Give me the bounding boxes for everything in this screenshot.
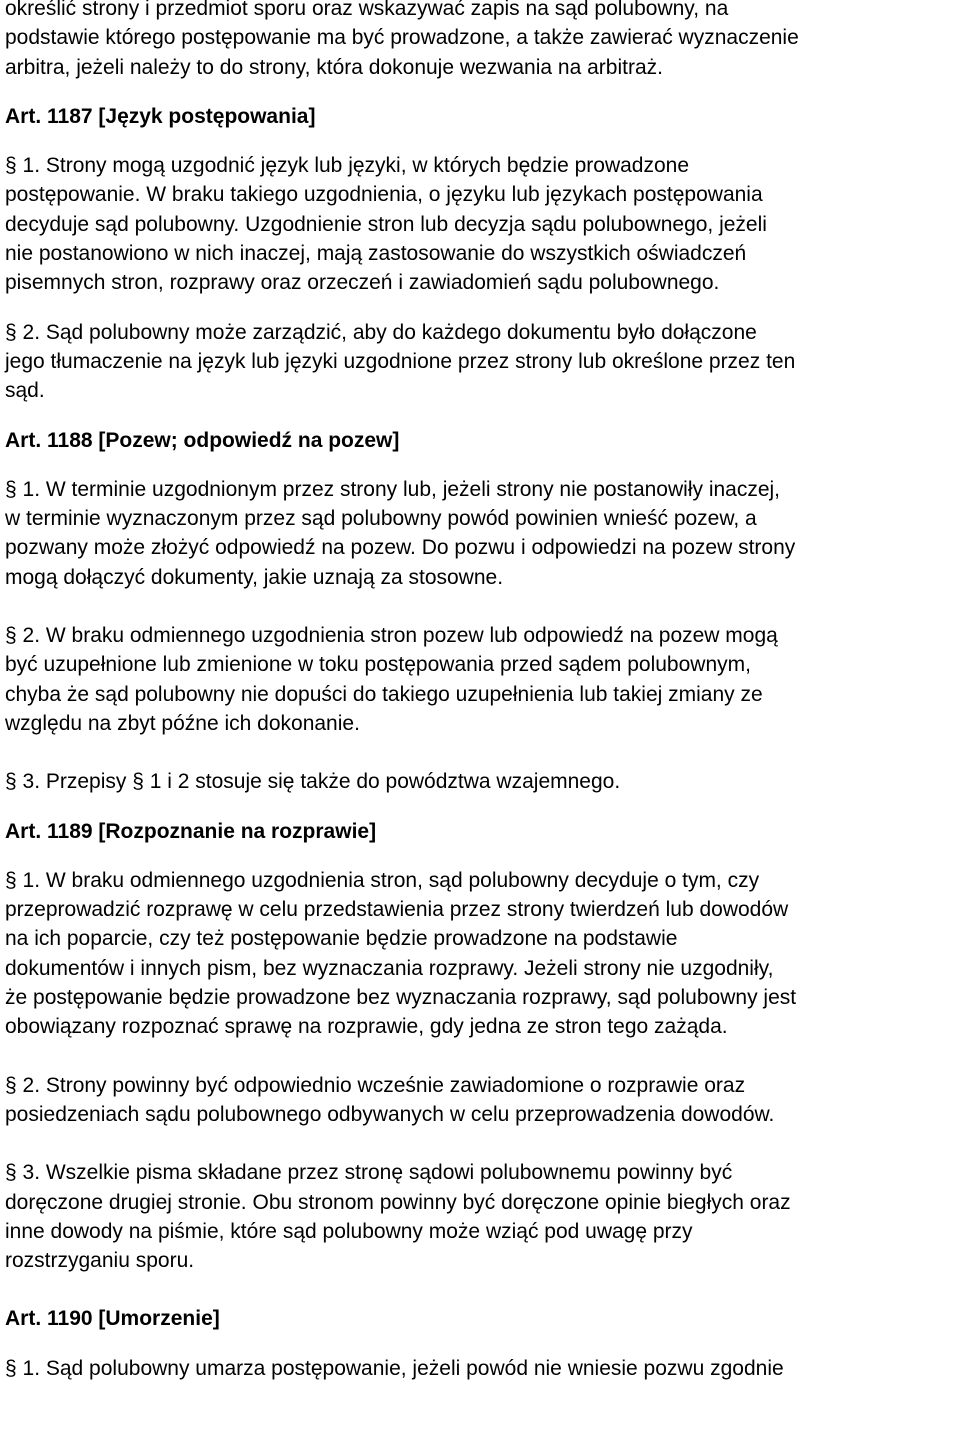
text-line: § 1. W terminie uzgodnionym przez strony lub, jeżeli strony nie postanowiły inaczej, [5,477,781,501]
text-line: arbitra, jeżeli należy to do strony, która dokonuje wezwania na arbitraż. [5,55,663,79]
art-1189-par-3 [5,1158,955,1275]
text-line: nie postanowiono w nich inaczej, mają zastosowanie do wszystkich oświadczeń [5,242,747,266]
text-line: § 3. Wszelkie pisma składane przez stronę sądowi polubownemu powinny być [5,1161,733,1185]
text-line: pozwany może złożyć odpowiedź na pozew. Do pozwu i odpowiedzi na pozew strony [5,536,796,560]
text-line: pisemnych stron, rozprawy oraz orzeczeń i zawiadomień sądu polubownego. [5,271,720,295]
art-1189-par-2 [5,1071,955,1130]
text-line: § 2. Sąd polubowny może zarządzić, aby do każdego dokumentu było dołączone [5,320,757,344]
text-line: decyduje sąd polubowny. Uzgodnienie stron lub decyzja sądu polubownego, jeżeli [5,212,767,236]
text-line: na ich poparcie, czy też postępowanie będzie prowadzone na podstawie [5,927,678,951]
article-heading-1187: Art. 1187 [Język postępowania] [5,104,316,128]
intro-paragraph [5,0,955,82]
text-line: § 3. Przepisy § 1 i 2 stosuje się także do powództwa wzajemnego. [5,770,621,794]
art-1188-par-3 [5,767,955,796]
text-line: obowiązany rozpoznać sprawę na rozprawie, gdy jedna ze stron tego zażąda. [5,1015,728,1039]
text-line: w terminie wyznaczonym przez sąd polubowny powód powinien wnieść pozew, a [5,507,757,531]
text-line: rozstrzyganiu sporu. [5,1249,195,1273]
text-line: względu na zbyt późne ich dokonanie. [5,711,360,735]
text-line: § 2. W braku odmiennego uzgodnienia stron pozew lub odpowiedź na pozew mogą [5,624,778,648]
text-line: § 1. Strony mogą uzgodnić język lub języki, w których będzie prowadzone [5,154,690,178]
text-line: § 1. W braku odmiennego uzgodnienia stron, sąd polubowny decyduje o tym, czy [5,868,760,892]
article-heading-1188: Art. 1188 [Pozew; odpowiedź na pozew] [5,428,400,452]
text-line: sąd. [5,379,45,403]
text-line: postępowanie. W braku takiego uzgodnienia, o języku lub językach postępowania [5,183,763,207]
document-page [5,0,955,1383]
art-1190-par-1 [5,1354,955,1383]
art-1187-par-1 [5,151,955,297]
art-1189-par-1 [5,866,955,1042]
text-line: § 2. Strony powinny być odpowiednio wcześnie zawiadomione o rozprawie oraz [5,1073,746,1097]
text-line: doręczone drugiej stronie. Obu stronom powinny być doręczone opinie biegłych oraz [5,1190,791,1214]
article-heading-1189: Art. 1189 [Rozpoznanie na rozprawie] [5,819,377,843]
text-line: być uzupełnione lub zmienione w toku postępowania przed sądem polubownym, [5,653,751,677]
text-line: inne dowody na piśmie, które sąd polubowny może wziąć pod uwagę przy [5,1219,693,1243]
text-line: dokumentów i innych pism, bez wyznaczania rozprawy. Jeżeli strony nie uzgodniły, [5,956,774,980]
text-line: posiedzeniach sądu polubownego odbywanych w celu przeprowadzenia dowodów. [5,1102,775,1126]
text-line: § 1. Sąd polubowny umarza postępowanie, jeżeli powód nie wniesie pozwu zgodnie [5,1356,784,1380]
text-line: określić strony i przedmiot sporu oraz wskazywać zapis na sąd polubowny, na [5,0,729,20]
text-line: przeprowadzić rozprawę w celu przedstawienia przez strony twierdzeń lub dowodów [5,898,789,922]
art-1188-par-2 [5,621,955,738]
text-line: że postępowanie będzie prowadzone bez wyznaczania rozprawy, sąd polubowny jest [5,986,797,1010]
art-1187-par-2 [5,318,955,406]
article-heading-1190: Art. 1190 [Umorzenie] [5,1307,220,1331]
art-1188-par-1 [5,475,955,592]
text-line: podstawie którego postępowanie ma być prowadzone, a także zawierać wyznaczenie [5,26,799,50]
text-line: mogą dołączyć dokumenty, jakie uznają za stosowne. [5,565,504,589]
text-line: chyba że sąd polubowny nie dopuści do takiego uzupełnienia lub takiej zmiany ze [5,682,763,706]
text-line: jego tłumaczenie na język lub języki uzgodnione przez strony lub określone przez ten [5,349,796,373]
